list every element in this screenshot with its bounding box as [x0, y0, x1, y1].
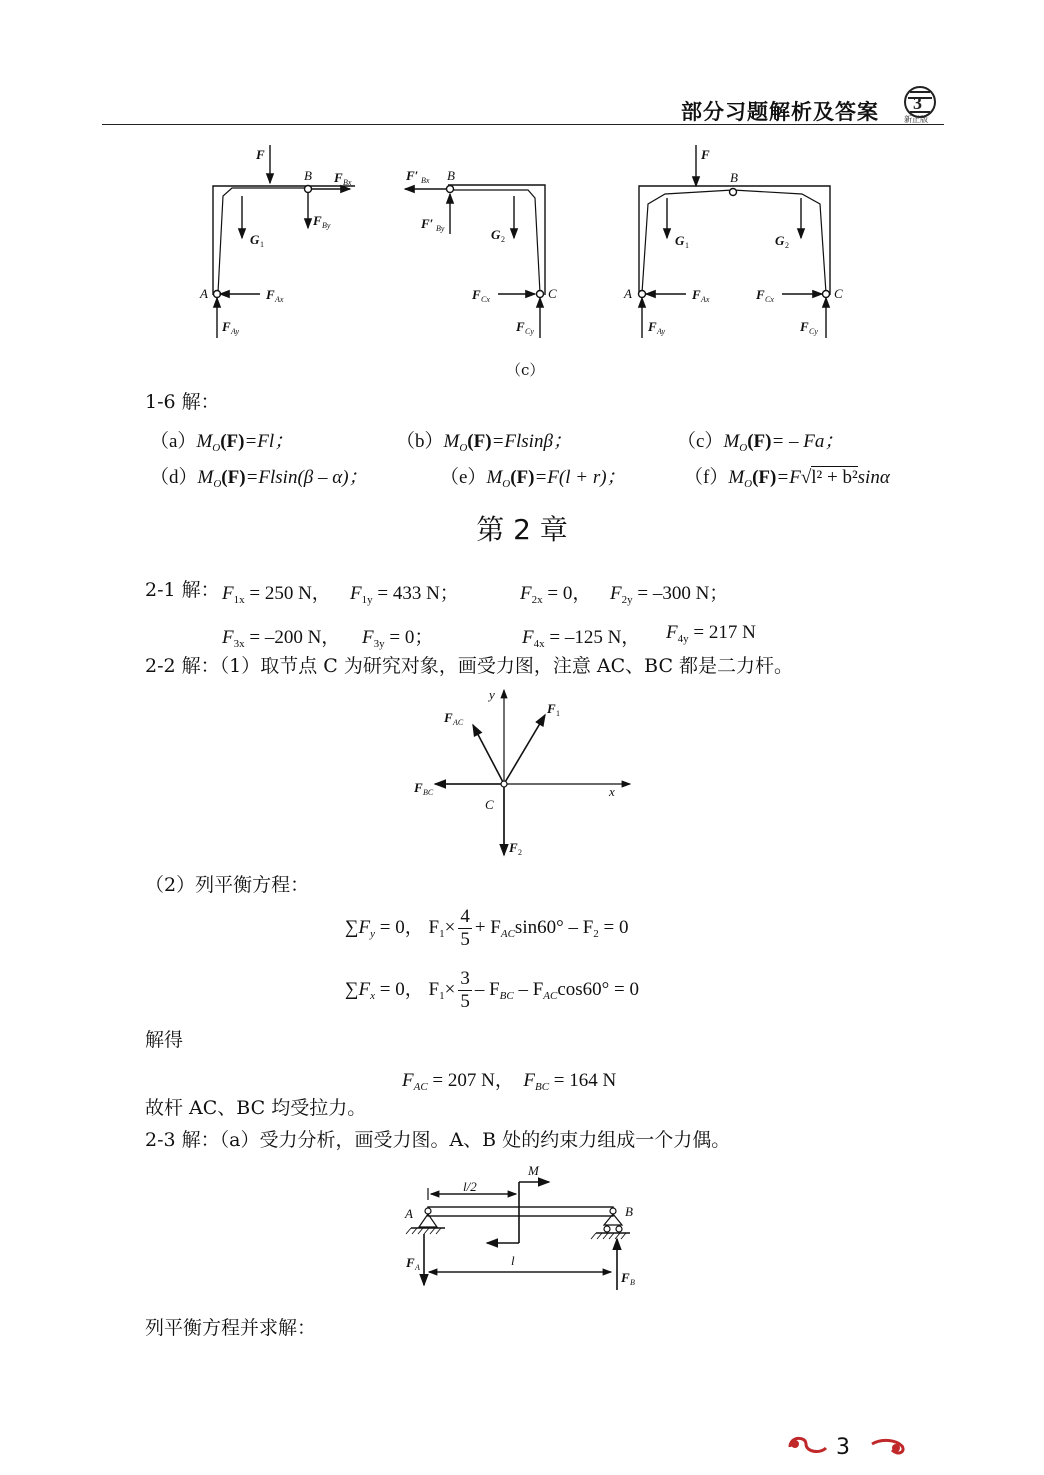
answer-2-1-F2x: $F_{2x} = 0$， — [520, 583, 592, 606]
page-number-ornament — [786, 1432, 916, 1462]
equation-sum-Fx: $\sum F_x = 0$， $F_1\times$ $\frac{3}{5}$ – $F_{BC} - F_{AC}\cos 60^\circ = 0$ — [345, 968, 639, 1012]
running-header-title: 部分习题解析及答案 — [681, 100, 879, 124]
figure-c-free-body-diagrams — [190, 138, 860, 353]
page-number: 3 — [836, 1435, 850, 1460]
answer-2-1-F1y: $F_{1y} = 433$ N； — [350, 583, 459, 606]
label-C3: C — [834, 286, 843, 301]
svg-text:2: 2 — [518, 848, 522, 857]
svg-text:Cy: Cy — [809, 327, 818, 336]
label-FAy3: F — [648, 319, 657, 334]
svg-text:Ay: Ay — [657, 327, 665, 336]
label-G2-3: G — [775, 233, 785, 248]
svg-text:Ax: Ax — [701, 295, 710, 304]
svg-text:Ay: Ay — [231, 327, 239, 336]
svg-text:B: B — [630, 1278, 635, 1287]
label-l: l — [511, 1253, 515, 1268]
label-B: B — [304, 168, 312, 183]
answer-1-6-e: $(e)M_O(F)=F(l + r)$； — [440, 467, 626, 490]
answer-2-1-F4y: $F_{4y} = 217$ N — [666, 622, 756, 645]
svg-text:By: By — [322, 221, 331, 230]
svg-text:Bx: Bx — [343, 178, 352, 187]
publisher-logo — [896, 84, 946, 124]
label-node-C: C — [485, 797, 494, 812]
label-A3: A — [624, 286, 632, 301]
svg-text:1: 1 — [260, 240, 264, 249]
answer-1-6-c: $(c)M_O(F)= - Fa$； — [677, 431, 844, 454]
label-FBx: F — [334, 170, 343, 185]
svg-text:Bx: Bx — [421, 176, 430, 185]
answer-2-1-F3y: $F_{3y} = 0$； — [362, 627, 434, 650]
svg-text:AC: AC — [453, 718, 464, 727]
problem-2-1-label: 2-1 解： — [145, 579, 220, 601]
svg-text:3: 3 — [913, 93, 922, 113]
svg-text:Cy: Cy — [525, 327, 534, 336]
problem-1-6-label: 1-6 解： — [145, 391, 220, 413]
answer-1-6-b: $(b)M_O(F)=Flsin\beta$； — [396, 431, 572, 454]
label-FCx: F — [472, 287, 481, 302]
svg-text:1: 1 — [685, 241, 689, 250]
label-FAx3: F — [692, 287, 701, 302]
answer-1-6-f: $(f)M_O(F)=F√l^2 + b^2\sin\alpha$ — [684, 467, 890, 490]
label-G1: G — [250, 232, 260, 247]
label-FCy3: F — [800, 319, 809, 334]
chapter-title: 第 2 章 — [476, 513, 568, 546]
label-FpBy: F′ — [421, 216, 434, 231]
label-FBy: F — [313, 213, 322, 228]
answer-2-1-F2y: $F_{2y} = -300$ N； — [610, 583, 729, 606]
result-FAC-FBC: $F_{AC} = 207$ N， $F_{BC} = 164$ N — [402, 1070, 617, 1093]
label-C: C — [548, 286, 557, 301]
svg-text:新正版: 新正版 — [904, 115, 928, 124]
label-B3: B — [730, 170, 738, 185]
solve-label: 解得 — [145, 1029, 184, 1051]
label-x-axis: x — [609, 784, 615, 799]
label-A: A — [200, 286, 208, 301]
header-rule — [102, 124, 944, 125]
conclusion-2-2: 故杆 AC、BC 均受拉力。 — [145, 1097, 367, 1119]
svg-text:Cx: Cx — [765, 295, 774, 304]
svg-text:A: A — [415, 1263, 420, 1272]
svg-text:BC: BC — [423, 788, 434, 797]
figure-2-2-node-c — [405, 685, 645, 865]
label-FA: F — [406, 1255, 415, 1270]
figure-2-3-beam — [395, 1160, 655, 1295]
label-FBC: F — [414, 780, 423, 795]
label-FB: F — [621, 1270, 630, 1285]
label-FAy: F — [222, 319, 231, 334]
answer-2-1-F1x: $F_{1x} = 250$ N， — [222, 583, 331, 606]
problem-2-2-intro: 2-2 解：（1）取节点 C 为研究对象，画受力图，注意 AC、BC 都是二力杆。 — [145, 655, 794, 677]
label-F: F — [256, 147, 265, 162]
label-FpBx: F′ — [406, 168, 419, 183]
label-F3: F — [701, 147, 710, 162]
label-G1-3: G — [675, 233, 685, 248]
label-B-support: B — [625, 1204, 633, 1219]
figure-caption: （c） — [506, 361, 545, 379]
svg-text:Cx: Cx — [481, 295, 490, 304]
label-FAC: F — [444, 710, 453, 725]
label-y-axis: y — [489, 687, 495, 702]
svg-text:1: 1 — [556, 709, 560, 718]
svg-text:2: 2 — [785, 241, 789, 250]
label-F2: F — [509, 840, 518, 855]
label-FCx3: F — [756, 287, 765, 302]
label-B2: B — [447, 168, 455, 183]
label-A-support: A — [405, 1206, 413, 1221]
label-FAx: F — [266, 287, 275, 302]
problem-2-3-next: 列平衡方程并求解： — [145, 1317, 317, 1339]
label-FCy: F — [516, 319, 525, 334]
problem-2-2-step2: （2）列平衡方程： — [145, 874, 310, 896]
svg-text:2: 2 — [501, 235, 505, 244]
label-F1: F — [547, 701, 556, 716]
label-M: M — [528, 1163, 539, 1178]
answer-2-1-F4x: $F_{4x} = -125$ N， — [522, 627, 641, 650]
label-G2: G — [491, 227, 501, 242]
label-l-half: l/2 — [463, 1179, 477, 1194]
answer-2-1-F3x: $F_{3x} = -200$ N， — [222, 627, 341, 650]
svg-text:By: By — [436, 224, 445, 233]
answer-1-6-a: $(a)M_O(F)=Fl$； — [150, 431, 294, 454]
problem-2-3-intro: 2-3 解：（a）受力分析，画受力图。A、B 处的约束力组成一个力偶。 — [145, 1129, 731, 1151]
answer-1-6-d: $(d)M_O(F)=Flsin(\beta - \alpha)$； — [150, 467, 368, 490]
svg-text:Ax: Ax — [275, 295, 284, 304]
equation-sum-Fy: $\sum F_y = 0$， $F_1\times$ $\frac{4}{5}$ + $F_{AC}\sin 60^\circ - F_2 = 0$ — [345, 906, 629, 950]
